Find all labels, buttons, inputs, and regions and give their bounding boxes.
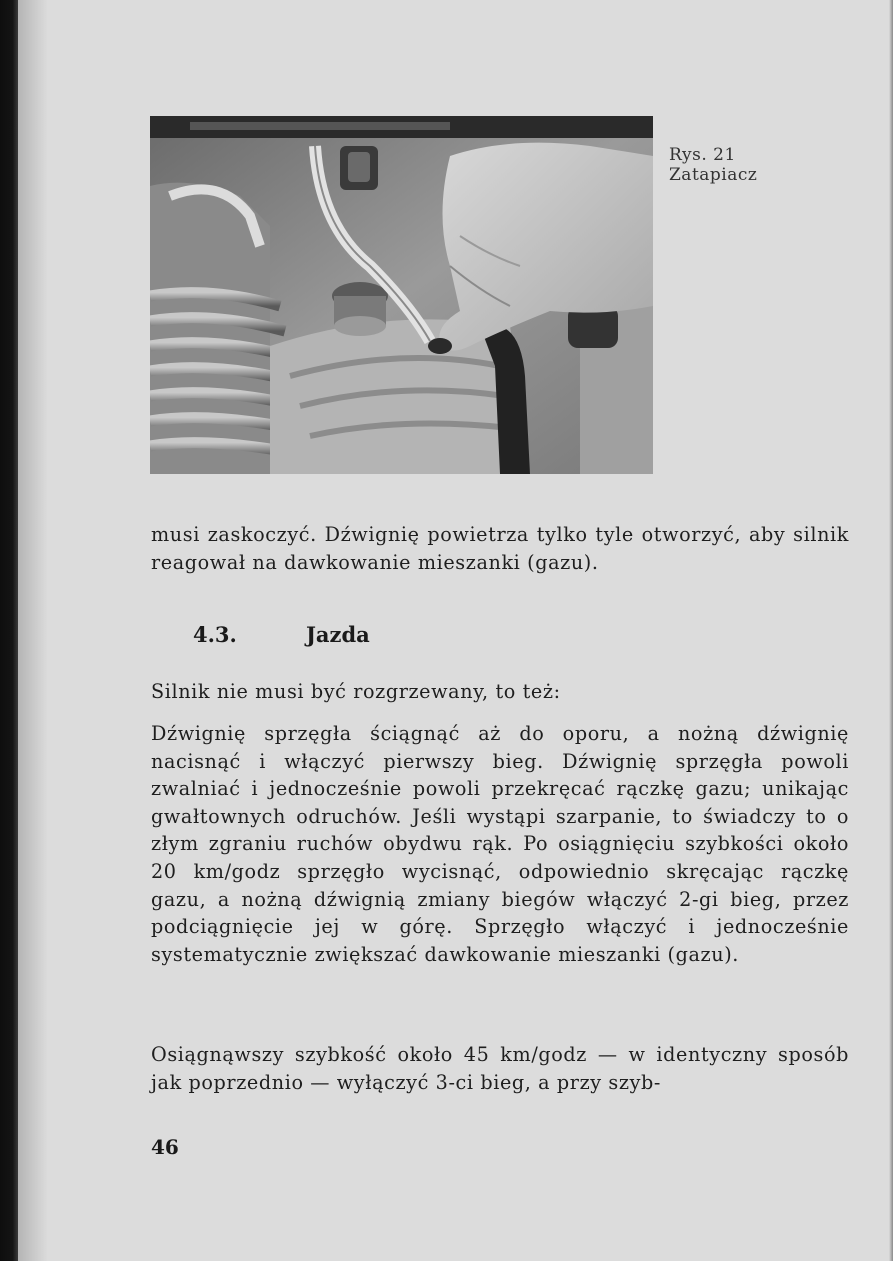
engine-carburetor-photo (150, 116, 653, 474)
figure-title: Zatapiacz (669, 165, 758, 185)
figure-number: Rys. 21 (669, 145, 736, 165)
book-spine-shadow (0, 0, 18, 1261)
paragraph-1 (151, 521, 849, 576)
section-heading (193, 622, 370, 647)
page-gutter-shadow (18, 0, 48, 1261)
page-number: 46 (151, 1135, 179, 1159)
paragraph-4 (151, 1041, 849, 1096)
figure-caption (669, 145, 757, 185)
section-title: Jazda (306, 622, 370, 647)
page-edge (889, 0, 893, 1261)
section-number: 4.3. (193, 622, 237, 647)
paragraph-3 (151, 720, 849, 968)
paragraph-1-text: musi zaskoczyć. Dźwignię powietrza tylko tyle otworzyć, aby silnik reagował na dawkowanie mieszanki (gazu). (151, 523, 849, 574)
paragraph-4-text: Osiągnąwszy szybkość około 45 km/godz — w identyczny sposób jak poprzednio — wyłączyć 3-ci bieg, a przy szyb- (151, 1043, 849, 1094)
paragraph-2 (151, 678, 849, 706)
paragraph-2-text: Silnik nie musi być rozgrzewany, to też: (151, 680, 561, 703)
paragraph-3-text: Dźwignię sprzęgła ściągnąć aż do oporu, a nożną dźwignię nacisnąć i włączyć pierwszy bieg. Dźwignię sprzęgła powoli zwalniać i jednocześnie powoli przekręcać rączkę gazu; unikając gwałtownych odruchów. Jeśli wystąpi szarpanie, to świadczy to o złym zgraniu ruchów obydwu rąk. Po osiągnięciu szybkości około 20 km/godz sprzęgło wycisnąć, odpowiednio skręcając rączkę gazu, a nożną dźwignią zmiany biegów włączyć 2-gi bieg, przez podciągnięcie jej w górę. Sprzęgło włączyć i jednocześnie systematycznie zwiększać dawkowanie mieszanki (gazu). (151, 722, 849, 966)
